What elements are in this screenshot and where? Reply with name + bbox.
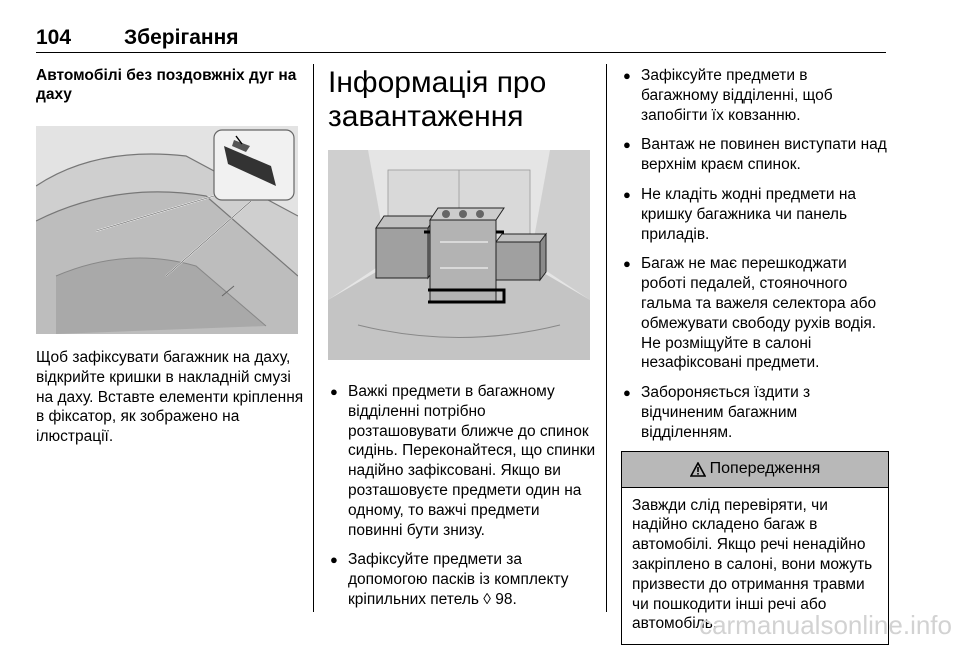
column-loading-info [328, 66, 596, 620]
warning-title: Попередження [709, 460, 821, 478]
roof-rack-subheading: Автомобілі без поздовжніх дуг на даху [36, 67, 297, 103]
warning-triangle-icon [690, 462, 706, 477]
column-loading-rules [621, 66, 889, 645]
loading-bullets [328, 382, 596, 610]
section-title: Зберігання [124, 26, 239, 49]
roof-illustration [36, 126, 298, 334]
column-roof-rack [36, 66, 304, 447]
list-item: ● Важкі предмети в багажному відділенні потрібно розташовувати ближче до спинок сидінь. Переконайтеся, що спинки надійно зафіксовані. Якщо ви розташовуєте предмети один на одному, то важчі предмети повинні бути знизу. [330, 383, 596, 539]
list-item: ● Забороняється їздити з відчиненим багажним відділенням. [623, 384, 811, 441]
column-divider-1 [313, 64, 314, 612]
bullet-icon: ● [623, 68, 631, 83]
bullet-icon: ● [623, 385, 631, 401]
roof-rack-instructions: Щоб зафіксувати багажник на даху, відкрийте кришки в накладній смузі на даху. Вставте елементи кріплення в фіксатор, як зображено на ілюстрації. [36, 349, 304, 446]
warning-header [622, 452, 888, 488]
loading-info-title: Інформація про завантаження [328, 66, 547, 133]
bullet-icon: ● [623, 256, 631, 272]
bullet-icon: ● [623, 137, 631, 153]
bullet-icon: ● [623, 186, 631, 202]
cargo-illustration [328, 150, 590, 360]
page-header [36, 24, 886, 53]
watermark: carmanualsonline.info [699, 610, 952, 640]
page-number: 104 [36, 26, 72, 49]
list-item: ● Багаж не має перешкоджати роботі педалей, стояночного гальма та важеля селектора або обмежувати свободу рухів водія. Не розміщуйте в салоні незафіксовані предмети. [623, 255, 877, 372]
list-item: ● Зафіксуйте предмети за допомогою пасків із комплекту кріпильних петель ◊ 98. [330, 551, 569, 608]
cargo-area-drawing [328, 150, 590, 360]
column-divider-2 [606, 64, 607, 612]
bullet-icon: ● [330, 552, 338, 568]
bullet-icon: ● [330, 384, 338, 399]
list-item: ● Вантаж не повинен виступати над верхнім краєм спинок. [623, 136, 887, 174]
warning-text: Завжди слід перевіряти, чи надійно складено багаж в автомобілі. Якщо речі ненадійно закріплено в салоні, вони можуть призвести до отримання травми чи пошкодити інші речі або автомобіль. [632, 496, 873, 633]
list-item: ● Зафіксуйте предмети в багажному відділенні, щоб запобігти їх ковзанню. [623, 67, 833, 124]
list-item: ● Не кладіть жодні предмети на кришку багажника чи панель приладів. [623, 185, 857, 243]
loading-rules-bullets [621, 66, 889, 443]
car-roof-drawing [36, 126, 298, 334]
